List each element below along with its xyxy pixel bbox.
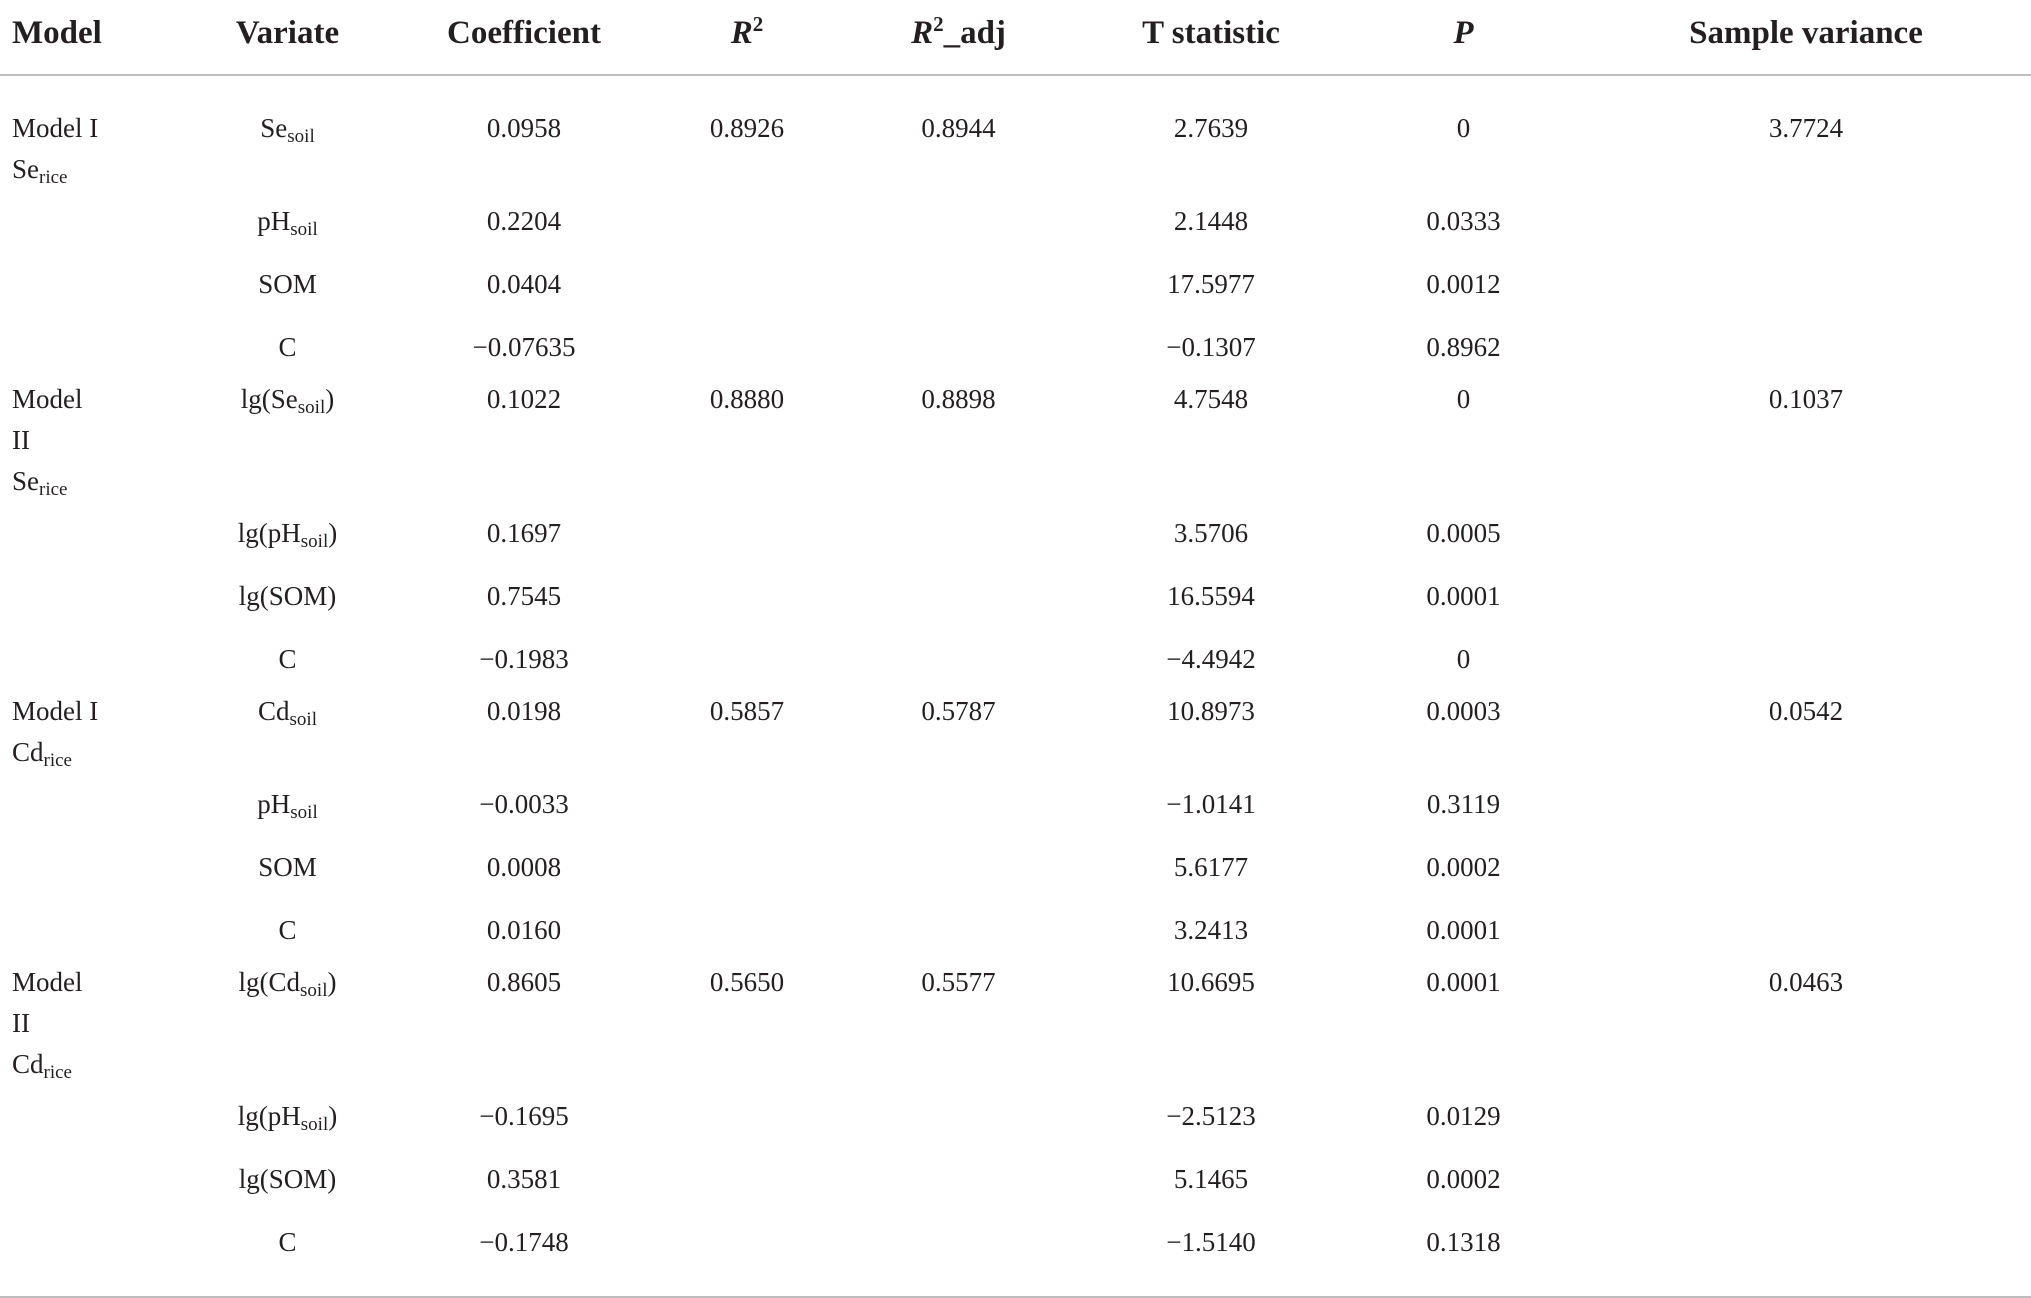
r2-cell [653,628,841,691]
model-target [12,1044,180,1085]
model-name-line: II [12,425,30,455]
p-value-cell: 0.0001 [1426,967,1501,997]
coefficient-cell: 0.0958 [486,113,562,143]
model-name-line: Model [12,967,83,997]
model-cell [0,1148,180,1211]
variate-main: lg(pH [237,518,301,548]
variate-cell [180,565,395,628]
header-r2-sup: 2 [752,11,764,36]
r2-cell [653,253,841,316]
coefficient-cell: 0.2204 [486,206,562,236]
model-cell [0,379,180,502]
model-cell [0,836,180,899]
model-cell [0,899,180,962]
r2-adj-cell [841,1148,1076,1211]
header-p-label: P [1453,14,1474,51]
variate-post: ) [328,518,338,548]
variate-main: pH [257,789,291,819]
r2-cell [653,1211,841,1297]
model-cell [0,565,180,628]
model-target [12,732,180,773]
table-row [0,962,2031,1085]
variate-post: ) [328,1101,338,1131]
coefficient-cell: 0.0198 [486,696,562,726]
r2-adj-cell [841,773,1076,836]
r2-adj-cell [841,565,1076,628]
sample-variance-cell [1581,836,2031,899]
variate-sub: soil [290,219,318,240]
sample-variance-cell [1581,1211,2031,1297]
model-target-sub: rice [43,1062,72,1083]
variate-main: C [278,332,297,362]
r2-cell: 0.8926 [709,113,785,143]
t-statistic-cell: 5.6177 [1173,852,1249,882]
header-variate: Variate [180,0,395,75]
variate-cell [180,836,395,899]
sample-variance-cell [1581,1085,2031,1148]
model-cell [0,628,180,691]
coefficient-cell: −0.0033 [479,789,569,819]
t-statistic-cell: 3.5706 [1173,518,1249,548]
t-statistic-cell: 10.8973 [1167,696,1255,726]
variate-main: lg(SOM) [238,1164,337,1194]
variate-main: C [278,915,297,945]
variate-cell [180,190,395,253]
r2-adj-cell [841,628,1076,691]
model-cell [0,502,180,565]
model-target-base: Se [12,154,39,184]
p-value-cell: 0.0001 [1426,581,1501,611]
r2-cell: 0.5857 [709,696,785,726]
sample-variance-cell: 0.0463 [1768,967,1844,997]
p-value-cell: 0 [1456,644,1471,674]
t-statistic-cell: 10.6695 [1167,967,1255,997]
p-value-cell: 0.0003 [1426,696,1501,726]
variate-sub: soil [289,709,317,730]
t-statistic-cell: −2.5123 [1166,1101,1256,1131]
variate-cell [180,1085,395,1148]
r2-cell: 0.8880 [709,384,785,414]
r2-adj-cell: 0.8898 [921,384,996,414]
sample-variance-cell: 3.7724 [1768,113,1844,143]
header-r2adj-base: R [911,14,934,51]
coefficient-cell: 0.1697 [486,518,562,548]
model-target [12,149,180,190]
header-sample-variance: Sample variance [1581,0,2031,75]
model-cell [0,1211,180,1297]
header-r2-base: R [730,14,753,51]
p-value-cell: 0.0012 [1426,269,1501,299]
header-t-statistic: T statistic [1076,0,1346,75]
t-statistic-cell: 16.5594 [1167,581,1255,611]
r2-adj-cell [841,253,1076,316]
variate-cell [180,75,395,190]
p-value-cell: 0.0001 [1426,915,1501,945]
r2-adj-cell [841,502,1076,565]
table-header [0,0,2031,75]
table-row [0,502,2031,565]
model-cell [0,962,180,1085]
r2-cell: 0.5650 [709,967,785,997]
variate-sub: soil [300,1114,329,1135]
r2-adj-cell [841,190,1076,253]
model-cell [0,316,180,379]
header-p [1346,0,1581,75]
table-row [0,773,2031,836]
variate-main: lg(pH [237,1101,301,1131]
variate-cell [180,628,395,691]
variate-cell [180,379,395,502]
sample-variance-cell [1581,899,2031,962]
t-statistic-cell: 3.2413 [1173,915,1249,945]
coefficient-cell: 0.3581 [486,1164,562,1194]
sample-variance-cell [1581,502,2031,565]
r2-cell [653,190,841,253]
r2-cell [653,773,841,836]
variate-cell [180,691,395,773]
model-name-line: II [12,1008,30,1038]
t-statistic-cell: 2.1448 [1173,206,1249,236]
r2-adj-cell [841,836,1076,899]
p-value-cell: 0.3119 [1426,789,1501,819]
r2-cell [653,502,841,565]
model-name-line: Model [12,384,83,414]
table-row [0,75,2031,190]
p-value-cell: 0.8962 [1426,332,1501,362]
variate-main: C [278,1227,297,1257]
t-statistic-cell: −0.1307 [1166,332,1256,362]
variate-cell [180,962,395,1085]
variate-cell [180,773,395,836]
header-coefficient: Coefficient [395,0,653,75]
t-statistic-cell: 2.7639 [1173,113,1249,143]
model-cell [0,190,180,253]
r2-cell [653,316,841,379]
t-statistic-cell: 5.1465 [1173,1164,1249,1194]
r2-adj-cell [841,1211,1076,1297]
variate-sub: soil [290,802,318,823]
coefficient-cell: 0.0008 [486,852,562,882]
r2-adj-cell [841,1085,1076,1148]
table-body [0,75,2031,1297]
p-value-cell: 0 [1456,113,1471,143]
model-cell [0,691,180,773]
header-r2adj-suffix: _adj [943,14,1006,51]
table-row [0,628,2031,691]
variate-cell [180,1211,395,1297]
variate-cell [180,316,395,379]
variate-main: SOM [258,269,317,299]
variate-main: lg(Cd [238,967,301,997]
model-cell [0,773,180,836]
sample-variance-cell [1581,565,2031,628]
coefficient-cell: −0.1695 [479,1101,569,1131]
header-r2-adj [841,0,1076,75]
table-row [0,1148,2031,1211]
sample-variance-cell: 0.0542 [1768,696,1844,726]
p-value-cell: 0.0002 [1426,1164,1501,1194]
sample-variance-cell [1581,253,2031,316]
r2-adj-cell: 0.5577 [921,967,996,997]
variate-main: pH [257,206,291,236]
header-r2 [653,0,841,75]
r2-cell [653,565,841,628]
variate-sub: soil [297,397,326,418]
model-target-base: Cd [12,737,44,767]
variate-main: SOM [258,852,317,882]
r2-cell [653,1085,841,1148]
sample-variance-cell [1581,190,2031,253]
coefficient-cell: −0.1983 [479,644,569,674]
t-statistic-cell: 17.5977 [1167,269,1255,299]
r2-cell [653,899,841,962]
r2-adj-cell [841,899,1076,962]
header-row [0,0,2031,75]
p-value-cell: 0.0333 [1426,206,1501,236]
sample-variance-cell: 0.1037 [1768,384,1844,414]
t-statistic-cell: −1.5140 [1076,1211,1346,1297]
model-target-sub: rice [43,750,72,771]
table-row [0,565,2031,628]
sample-variance-cell [1581,316,2031,379]
coefficient-cell: 0.0404 [486,269,562,299]
coefficient-cell: 0.1022 [486,384,562,414]
variate-main: C [278,644,297,674]
variate-sub: soil [300,531,329,552]
p-value-cell: 0.0129 [1426,1101,1501,1131]
model-target-base: Cd [12,1049,44,1079]
r2-cell [653,1148,841,1211]
variate-main: Se [260,113,288,143]
variate-cell [180,899,395,962]
r2-adj-cell: 0.8944 [921,113,996,143]
table-row [0,379,2031,502]
model-cell [0,75,180,190]
table-row [0,1211,2031,1297]
table-row [0,190,2031,253]
sample-variance-cell [1581,1148,2031,1211]
t-statistic-cell: 4.7548 [1173,384,1249,414]
variate-cell [180,502,395,565]
p-value-cell: 0.1318 [1346,1211,1581,1297]
variate-sub: soil [300,980,328,1001]
variate-sub: soil [287,126,315,147]
coefficient-cell: −0.1748 [395,1211,653,1297]
coefficient-cell: 0.7545 [486,581,562,611]
header-r2adj-sup: 2 [933,11,944,36]
variate-post: ) [325,384,335,414]
variate-cell [180,1148,395,1211]
coefficient-cell: −0.07635 [472,332,576,362]
model-target [12,461,180,502]
variate-main: lg(Se [240,384,298,414]
table-row [0,691,2031,773]
coefficient-cell: 0.0160 [486,915,562,945]
model-target-sub: rice [39,479,68,500]
r2-cell [653,836,841,899]
r2-adj-cell: 0.5787 [921,696,996,726]
table-row [0,836,2031,899]
sample-variance-cell [1581,628,2031,691]
variate-main: Cd [258,696,290,726]
variate-post: ) [327,967,337,997]
variate-main: lg(SOM) [238,581,337,611]
t-statistic-cell: −4.4942 [1166,644,1256,674]
table-row [0,899,2031,962]
table-row [0,253,2031,316]
model-name-line: Model I [12,113,99,143]
p-value-cell: 0.0005 [1426,518,1501,548]
p-value-cell: 0.0002 [1426,852,1501,882]
header-model: Model [0,0,180,75]
model-target-base: Se [12,466,39,496]
model-target-sub: rice [39,167,68,188]
variate-cell [180,253,395,316]
p-value-cell: 0 [1456,384,1471,414]
model-name-line: Model I [12,696,99,726]
t-statistic-cell: −1.0141 [1166,789,1256,819]
table-row [0,316,2031,379]
model-cell [0,253,180,316]
table-row [0,1085,2031,1148]
coefficient-cell: 0.8605 [486,967,562,997]
model-cell [0,1085,180,1148]
r2-adj-cell [841,316,1076,379]
sample-variance-cell [1581,773,2031,836]
